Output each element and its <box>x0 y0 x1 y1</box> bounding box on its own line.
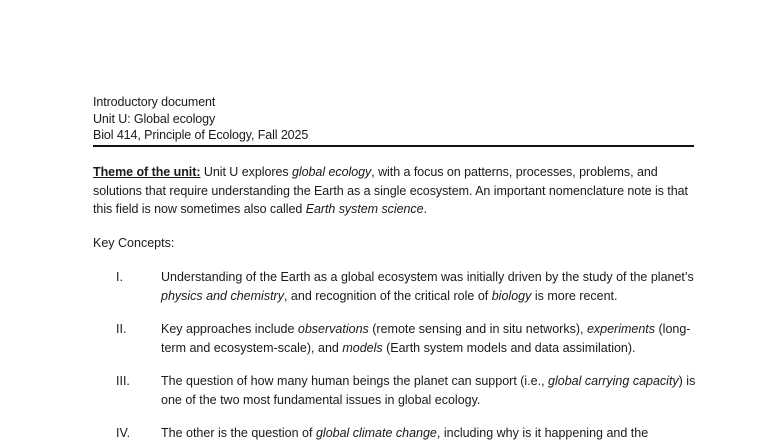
theme-text-b: , with a focus on patterns, processes, problems, and solutions that require understanding the Earth as a single ecosystem. An important nomenclature note is that this field is now sometimes also called <box>93 165 688 216</box>
concept-numeral: I. <box>116 270 123 284</box>
concept-text-part: is more recent. <box>531 288 618 303</box>
concept-numeral: IV. <box>116 426 131 440</box>
concept-text <box>161 424 697 441</box>
concept-emphasis: biology <box>491 288 532 303</box>
concept-emphasis: physics and chemistry <box>161 288 284 303</box>
concept-text <box>161 320 697 357</box>
concept-text-part: (remote sensing and in situ networks), <box>368 322 587 336</box>
theme-label: Theme of the unit: <box>93 165 201 179</box>
concept-text-part: (Earth system models and data assimilation). <box>382 340 636 355</box>
theme-em-earth-system-science: Earth system science <box>305 202 424 216</box>
concept-text-part: (long-term and ecosystem-scale), and <box>161 322 691 355</box>
concept-text-part: The question of how many human beings the planet can support (i.e., <box>161 374 549 388</box>
concept-text-part: Understanding of the Earth as a global ecosystem was initially driven by the study of the planet’s <box>161 270 694 284</box>
concept-text-part: The other is the question of <box>161 426 316 440</box>
concept-numeral: III. <box>116 374 130 388</box>
key-concepts-heading: Key Concepts: <box>93 236 175 250</box>
header-course: Biol 414, Principle of Ecology, Fall 2025 <box>93 128 309 142</box>
theme-em-global-ecology: global ecology <box>291 165 372 179</box>
concept-text <box>161 268 697 305</box>
concept-emphasis: global climate change <box>315 426 437 440</box>
concept-text-part: , including why is it happening and the <box>436 426 649 440</box>
concept-text-part: Key approaches include <box>161 322 298 336</box>
header-unit: Unit U: Global ecology <box>93 111 216 126</box>
theme-text-c: . <box>423 202 427 216</box>
concept-text-part: ) is one of the two most fundamental issues in global ecology. <box>161 374 696 407</box>
concept-text <box>161 372 697 409</box>
header-divider <box>93 145 694 147</box>
theme-text-a: Unit U explores <box>200 165 292 179</box>
theme-paragraph <box>93 163 697 219</box>
concept-text-part: , and recognition of the critical role of <box>283 288 492 303</box>
document-header <box>93 94 308 144</box>
concept-emphasis: experiments <box>586 322 656 336</box>
header-doc-type: Introductory document <box>93 95 216 109</box>
concept-emphasis: models <box>342 340 383 355</box>
concept-emphasis: observations <box>297 322 369 336</box>
concept-numeral: II. <box>116 322 127 336</box>
concept-emphasis: global carrying capacity <box>548 374 679 388</box>
